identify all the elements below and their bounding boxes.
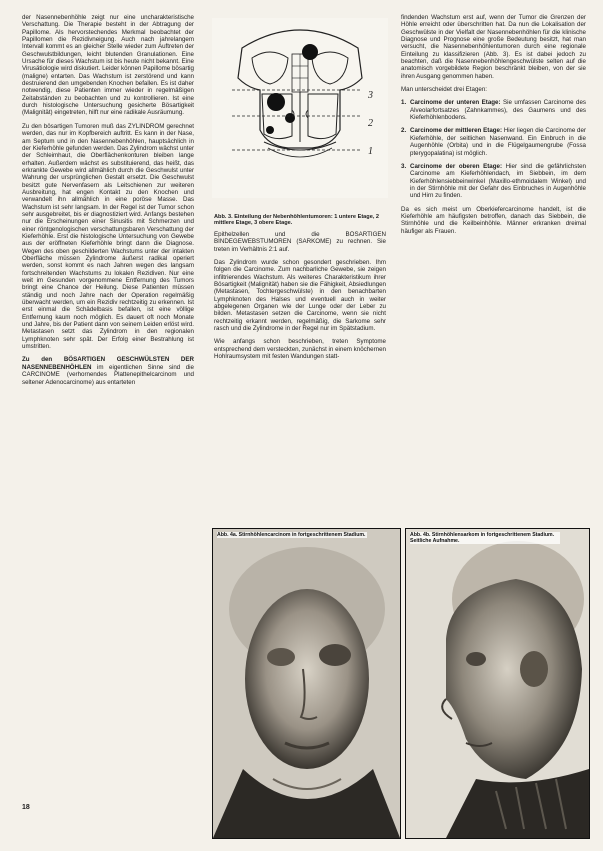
- photo-4b-caption: Abb. 4b. Stirnhöhlensarkom in fortgeschrittenem Stadium. Seitliche Aufnahme.: [410, 532, 560, 544]
- text-column-middle: [214, 231, 386, 531]
- paragraph-carcinoma-text: im eigentlichen Sinne sind die CARCINOME (verhornendes Plattenepithelcarcinom und seltener Adenocarcinome) aus entarteten: [22, 363, 194, 386]
- text-column-right: [401, 14, 586, 504]
- patient-frontal-photo: [213, 529, 400, 838]
- figure-3-sinus-diagram: [212, 18, 388, 216]
- list-item: 3. Carcinome der oberen Etage: Hier sind die gefährlichsten Carcinome am Kieferhöhlendach, im Siebbein, im dem Kieferhöhlensiebbeinwinkel (Maxillo-ethmoidalem Winkel) und in der Stirnhöhle mit der Gefahr des Einbruches in Augenhöhle und Hirn zu finden.: [401, 162, 586, 200]
- photo-4b-lateral: [405, 528, 590, 839]
- paragraph-symptoms: Wie anfangs schon beschrieben, treten Symptome entsprechend dem versteckten, zunächst in einem knöchernen Hohlraumsystem mit festen Wandungen statt-: [214, 338, 386, 361]
- paragraph-frequency: Da es sich meist um Oberkiefercarcinome handelt, ist die Kieferhöhle am häufigsten betroffen, danach das Siebbein, die Stirnhöhle und die Keilbeinhöhle. Männer erkranken dreimal häufiger als Frauen.: [401, 205, 586, 235]
- list-item: 2. Carcinome der mittleren Etage: Hier liegen die Carcinome der Kieferhöhle, der seitlichen Nasenwand. Ein Einbruch in die Augenhöhle (Orbita) und in die Flügelgaumengrube (Fossa pterygopalatina) ist möglich.: [401, 127, 586, 157]
- levels-list: [401, 99, 586, 199]
- sinus-diagram: [212, 18, 388, 198]
- photo-4a-frontal: [212, 528, 401, 839]
- level-label-1: 1: [368, 146, 373, 157]
- level-label-3: 3: [368, 90, 373, 101]
- paragraph-metastasis: Das Zylindrom wurde schon gesondert geschrieben. Ihm folgen die Carcinome. Zum nachbarliche Gewebe, sie zeigen infiltrierendes Wachstum. Als weiteres Charakteristikum ihrer Bösartigkeit (Malignität) haben sie die Fähigkeit, Absiedlungen (Metastasen, Tochtergeschwülste) in den benachbarten Lymphknoten des Halses und eventuell auch in weiter abgelegenen Organen wie der Lunge oder der Leber zu bilden. Metastasen setzen die Carcinome, wenn sie nicht rechtzeitig erkannt werden, regelmäßig, die Sarkome sehr rasch und die Zylindrome in der Regel nur im Spätstadium.: [214, 259, 386, 333]
- photo-4a-caption: Abb. 4a. Stirnhöhlencarcinom in fortgeschrittenem Stadium.: [217, 532, 366, 538]
- heading-malignant-tumors: Zu den BÖSARTIGEN GESCHWÜLSTEN DER NASENNEBENHÖHLEN: [22, 356, 194, 371]
- figure-3-caption: Abb. 3. Einteilung der Nebenhöhlentumoren: 1 untere Etage, 2 mittlere Etage, 3 obere Etage.: [214, 214, 380, 227]
- list-item: 1. Carcinome der unteren Etage: Sie umfassen Carcinome des Alveolarfortsatzes (Zahnkammes), des Gaumens und des Kieferhöhlenbodens.: [401, 99, 586, 122]
- page-number: 18: [22, 804, 30, 811]
- paragraph-zylindrom: Zu den bösartigen Tumoren muß das ZYLINDROM gerechnet werden, das nur im Kopfbereich auftritt. Es kann in der Nase, am Septum und in den Nasennebenhöhlen, hauptsächlich in der Kieferhöhle gefunden werden. Das Zylindrom wächst unter der Schleimhaut, die Oberflächenkonturen bleiben lange erhalten. Außerdem wächst es substituierend, das heißt, das erkrankte Gewebe wird allmählich durch die Geschwulst unter Wahrung der ursprünglichen Gestalt ersetzt. Die Geschwulst besitzt gute Nervenfasern als Leitschienen zur weiteren Ausbreitung, hat engen Kontakt zu den Knochen und verwandelt ihn allmählich in eine poröse Masse. Das Wachstum ist sehr langsam. In der Regel ist der Tumor schon sehr ausgebreitet, bis er diagnostiziert wird. Anfangs bestehen nur die Erscheinungen einer Sinusitis mit Schmerzen und einer röntgenologischen verschattungsbaren Verschattung der Kieferhöhle. Erst die histologische Untersuchung von Gewebe aus der eröffneten Kieferhöhle bringt dann die Diagnose. Wegen des oben geschilderten Wachstums unter der intakten Oberfläche müssen Zylindrome äußerst radikal operiert werden, sonst kommt es nach Jahren wegen des langsam fortschreitenden Wachstums zu lokalen Rezidiven. Nur eine weit im Gesunden vorgenommene Entfernung des Tumors bringt eine Chance der Heilung. Diese Patienten müssen ständig und noch Jahre nach der Operation regelmäßig überwacht werden, um ein Rezidiv rechtzeitig zu erkennen. Ist erst einmal die Schädelbasis befallen, ist eine völlige Entfernung kaum noch möglich. Es dauert oft noch Monate und Jahre, bis der Patient dann von seinem Leiden erlöst wird. Metastasen setzt das Zylindrom in den regionalen Lymphknoten sehr spät. Der Erfolg einer Bestrahlung ist umstritten.: [22, 122, 194, 351]
- paragraph-epithel: Epithelzellen und die BÖSARTIGEN BINDEGEWEBSTUMOREN (SARKOME) zu rechnen. Sie treten im Verhältnis 2:1 auf.: [214, 231, 386, 253]
- text-column-left: [22, 14, 194, 814]
- paragraph-localisation: findenden Wachstum erst auf, wenn der Tumor die Grenzen der Höhle erreicht oder überschritten hat. Da nun die Lokalisation der Geschwülste in der Vielfalt der Nasennebenhöhlen für die klinische Diagnose und Prognose eine große Bedeutung besitzt, hat man versucht, die Nasennebenhöhlentumoren durch eine regionale Einteilung zu klassifizieren (Abb. 3). Es ist dabei jedoch zu beachten, daß die Nasennebenhöhlengeschwülste selten auf die anatomisch vorgebildete Region beschränkt bleiben, von der sie ihren Ausgang genommen haben.: [401, 14, 586, 80]
- level-label-2: 2: [368, 118, 373, 129]
- paragraph-papilloma: der Nasennebenhöhle zeigt nur eine uncharakteristische Verschattung. Die Therapie besteht in der Abtragung der Papillome. Als hervorstechendes Merkmal beobachtet der Papillomen die Rezidivneigung. Auch nach jahrelangem Intervall kommt es an gleicher Stelle wieder zum Auftreten der Geschwulstbildungen, leicht blutenden Granulationen. Eine Ursache für dieses Wachstum ist bis heute nicht bekannt. Eine Virusätiologie wird diskutiert. Leider können Papillome bösartig (maligne) entarten. Das Wachstum ist zerstörend und kann destruierend den umgebenden Knochen befallen. Es ist daher notwendig, diese Patienten immer wieder in regelmäßigen Zeitabständen zu beobachten und zu kontrollieren. Ist eine durch histologische Untersuchung gesicherte Bösartigkeit (Malignität) eingetreten, hilft nur eine radikale Ausräumung.: [22, 14, 194, 117]
- paragraph-levels-intro: Man unterscheidet drei Etagen:: [401, 86, 487, 94]
- paragraph-carcinoma-intro: [22, 356, 194, 385]
- patient-lateral-photo: [406, 529, 589, 838]
